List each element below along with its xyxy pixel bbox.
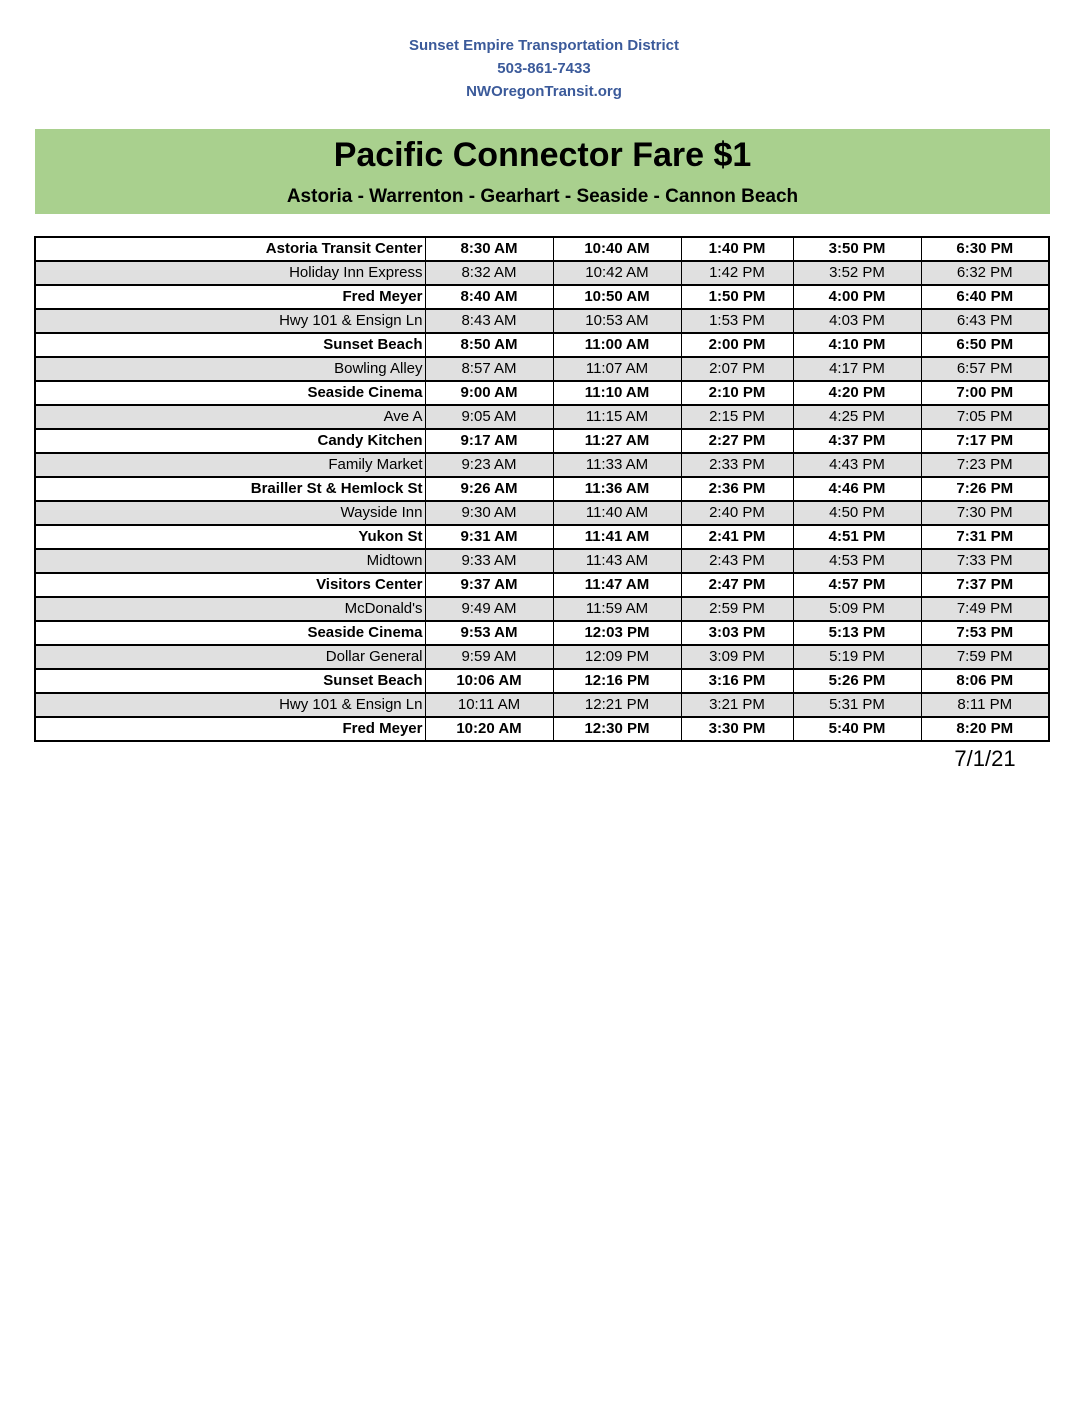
departure-time: 11:10 AM: [553, 381, 681, 405]
stop-name: Fred Meyer: [35, 717, 425, 741]
departure-time: 8:11 PM: [921, 693, 1049, 717]
departure-time: 11:15 AM: [553, 405, 681, 429]
departure-time: 7:37 PM: [921, 573, 1049, 597]
stop-name: Sunset Beach: [35, 669, 425, 693]
stop-name: Hwy 101 & Ensign Ln: [35, 309, 425, 333]
departure-time: 4:57 PM: [793, 573, 921, 597]
departure-time: 11:33 AM: [553, 453, 681, 477]
departure-time: 9:33 AM: [425, 549, 553, 573]
departure-time: 10:53 AM: [553, 309, 681, 333]
departure-time: 4:20 PM: [793, 381, 921, 405]
departure-time: 1:40 PM: [681, 237, 793, 261]
departure-time: 5:13 PM: [793, 621, 921, 645]
table-row: [35, 477, 1049, 501]
departure-time: 8:30 AM: [425, 237, 553, 261]
departure-time: 9:59 AM: [425, 645, 553, 669]
departure-time: 4:00 PM: [793, 285, 921, 309]
departure-time: 11:36 AM: [553, 477, 681, 501]
departure-time: 6:40 PM: [921, 285, 1049, 309]
departure-time: 11:27 AM: [553, 429, 681, 453]
website: NWOregonTransit.org: [466, 83, 622, 100]
table-row: [35, 501, 1049, 525]
table-row: [35, 525, 1049, 549]
departure-time: 3:16 PM: [681, 669, 793, 693]
departure-time: 10:06 AM: [425, 669, 553, 693]
stop-name: Wayside Inn: [35, 501, 425, 525]
departure-time: 8:20 PM: [921, 717, 1049, 741]
stop-name: Seaside Cinema: [35, 381, 425, 405]
stop-name: Ave A: [35, 405, 425, 429]
departure-time: 2:47 PM: [681, 573, 793, 597]
table-row: [35, 285, 1049, 309]
departure-time: 12:30 PM: [553, 717, 681, 741]
stop-name: Brailler St & Hemlock St: [35, 477, 425, 501]
departure-time: 11:00 AM: [553, 333, 681, 357]
stop-name: Dollar General: [35, 645, 425, 669]
departure-time: 4:50 PM: [793, 501, 921, 525]
departure-time: 8:57 AM: [425, 357, 553, 381]
schedule-body: [35, 237, 1049, 741]
departure-time: 7:00 PM: [921, 381, 1049, 405]
departure-time: 3:50 PM: [793, 237, 921, 261]
departure-time: 5:40 PM: [793, 717, 921, 741]
table-row: [35, 237, 1049, 261]
departure-time: 4:53 PM: [793, 549, 921, 573]
table-row: [35, 333, 1049, 357]
departure-time: 2:36 PM: [681, 477, 793, 501]
stop-name: Astoria Transit Center: [35, 237, 425, 261]
departure-time: 11:47 AM: [553, 573, 681, 597]
departure-time: 4:51 PM: [793, 525, 921, 549]
departure-time: 9:31 AM: [425, 525, 553, 549]
departure-time: 7:53 PM: [921, 621, 1049, 645]
departure-time: 12:03 PM: [553, 621, 681, 645]
table-row: [35, 429, 1049, 453]
departure-time: 8:43 AM: [425, 309, 553, 333]
org-header: [0, 34, 1088, 103]
stop-name: McDonald's: [35, 597, 425, 621]
departure-time: 7:49 PM: [921, 597, 1049, 621]
departure-time: 1:53 PM: [681, 309, 793, 333]
table-row: [35, 405, 1049, 429]
departure-time: 12:21 PM: [553, 693, 681, 717]
departure-time: 5:09 PM: [793, 597, 921, 621]
departure-time: 7:05 PM: [921, 405, 1049, 429]
table-row: [35, 309, 1049, 333]
stop-name: Visitors Center: [35, 573, 425, 597]
table-row: [35, 381, 1049, 405]
departure-time: 5:31 PM: [793, 693, 921, 717]
departure-time: 11:59 AM: [553, 597, 681, 621]
departure-time: 2:10 PM: [681, 381, 793, 405]
departure-time: 9:17 AM: [425, 429, 553, 453]
effective-date: 7/1/21: [954, 746, 1016, 771]
departure-time: 3:30 PM: [681, 717, 793, 741]
departure-time: 1:50 PM: [681, 285, 793, 309]
departure-time: 2:41 PM: [681, 525, 793, 549]
departure-time: 4:37 PM: [793, 429, 921, 453]
departure-time: 10:11 AM: [425, 693, 553, 717]
departure-time: 4:17 PM: [793, 357, 921, 381]
departure-time: 8:06 PM: [921, 669, 1049, 693]
departure-time: 9:53 AM: [425, 621, 553, 645]
table-row: [35, 573, 1049, 597]
table-row: [35, 453, 1049, 477]
departure-time: 2:59 PM: [681, 597, 793, 621]
departure-time: 10:42 AM: [553, 261, 681, 285]
stop-name: Family Market: [35, 453, 425, 477]
departure-time: 11:43 AM: [553, 549, 681, 573]
table-row: [35, 357, 1049, 381]
departure-time: 9:23 AM: [425, 453, 553, 477]
departure-time: 2:15 PM: [681, 405, 793, 429]
departure-time: 6:43 PM: [921, 309, 1049, 333]
departure-time: 2:33 PM: [681, 453, 793, 477]
table-row: [35, 717, 1049, 741]
departure-time: 9:49 AM: [425, 597, 553, 621]
departure-time: 7:33 PM: [921, 549, 1049, 573]
departure-time: 3:03 PM: [681, 621, 793, 645]
departure-time: 7:26 PM: [921, 477, 1049, 501]
stop-name: Yukon St: [35, 525, 425, 549]
departure-time: 7:31 PM: [921, 525, 1049, 549]
departure-time: 4:46 PM: [793, 477, 921, 501]
departure-time: 10:50 AM: [553, 285, 681, 309]
departure-time: 6:30 PM: [921, 237, 1049, 261]
departure-time: 8:50 AM: [425, 333, 553, 357]
departure-time: 7:59 PM: [921, 645, 1049, 669]
departure-time: 2:07 PM: [681, 357, 793, 381]
departure-time: 2:40 PM: [681, 501, 793, 525]
departure-time: 12:16 PM: [553, 669, 681, 693]
departure-time: 3:09 PM: [681, 645, 793, 669]
departure-time: 10:40 AM: [553, 237, 681, 261]
departure-time: 9:05 AM: [425, 405, 553, 429]
departure-time: 4:43 PM: [793, 453, 921, 477]
table-row: [35, 693, 1049, 717]
departure-time: 8:40 AM: [425, 285, 553, 309]
departure-time: 6:57 PM: [921, 357, 1049, 381]
title-banner: [35, 129, 1050, 214]
departure-time: 9:30 AM: [425, 501, 553, 525]
departure-time: 12:09 PM: [553, 645, 681, 669]
table-row: [35, 621, 1049, 645]
departure-time: 9:00 AM: [425, 381, 553, 405]
stop-name: Sunset Beach: [35, 333, 425, 357]
departure-time: 7:23 PM: [921, 453, 1049, 477]
stop-name: Candy Kitchen: [35, 429, 425, 453]
departure-time: 2:27 PM: [681, 429, 793, 453]
table-row: [35, 645, 1049, 669]
departure-time: 11:41 AM: [553, 525, 681, 549]
table-row: [35, 669, 1049, 693]
schedule-table: [34, 236, 1050, 742]
departure-time: 4:10 PM: [793, 333, 921, 357]
stop-name: Fred Meyer: [35, 285, 425, 309]
departure-time: 11:40 AM: [553, 501, 681, 525]
departure-time: 4:25 PM: [793, 405, 921, 429]
departure-time: 7:17 PM: [921, 429, 1049, 453]
departure-time: 8:32 AM: [425, 261, 553, 285]
departure-time: 7:30 PM: [921, 501, 1049, 525]
departure-time: 6:50 PM: [921, 333, 1049, 357]
table-row: [35, 261, 1049, 285]
stop-name: Holiday Inn Express: [35, 261, 425, 285]
departure-time: 11:07 AM: [553, 357, 681, 381]
departure-time: 5:19 PM: [793, 645, 921, 669]
departure-time: 5:26 PM: [793, 669, 921, 693]
table-row: [35, 597, 1049, 621]
page-title: Pacific Connector Fare $1: [333, 136, 752, 174]
departure-time: 1:42 PM: [681, 261, 793, 285]
route-subtitle: Astoria - Warrenton - Gearhart - Seaside - Cannon Beach: [286, 186, 799, 207]
departure-time: 9:26 AM: [425, 477, 553, 501]
departure-time: 6:32 PM: [921, 261, 1049, 285]
table-row: [35, 549, 1049, 573]
phone-number: 503-861-7433: [497, 60, 591, 77]
stop-name: Seaside Cinema: [35, 621, 425, 645]
departure-time: 10:20 AM: [425, 717, 553, 741]
departure-time: 3:21 PM: [681, 693, 793, 717]
departure-time: 3:52 PM: [793, 261, 921, 285]
stop-name: Midtown: [35, 549, 425, 573]
departure-time: 4:03 PM: [793, 309, 921, 333]
departure-time: 2:43 PM: [681, 549, 793, 573]
stop-name: Bowling Alley: [35, 357, 425, 381]
stop-name: Hwy 101 & Ensign Ln: [35, 693, 425, 717]
departure-time: 2:00 PM: [681, 333, 793, 357]
departure-time: 9:37 AM: [425, 573, 553, 597]
organization-name: Sunset Empire Transportation District: [408, 37, 680, 54]
